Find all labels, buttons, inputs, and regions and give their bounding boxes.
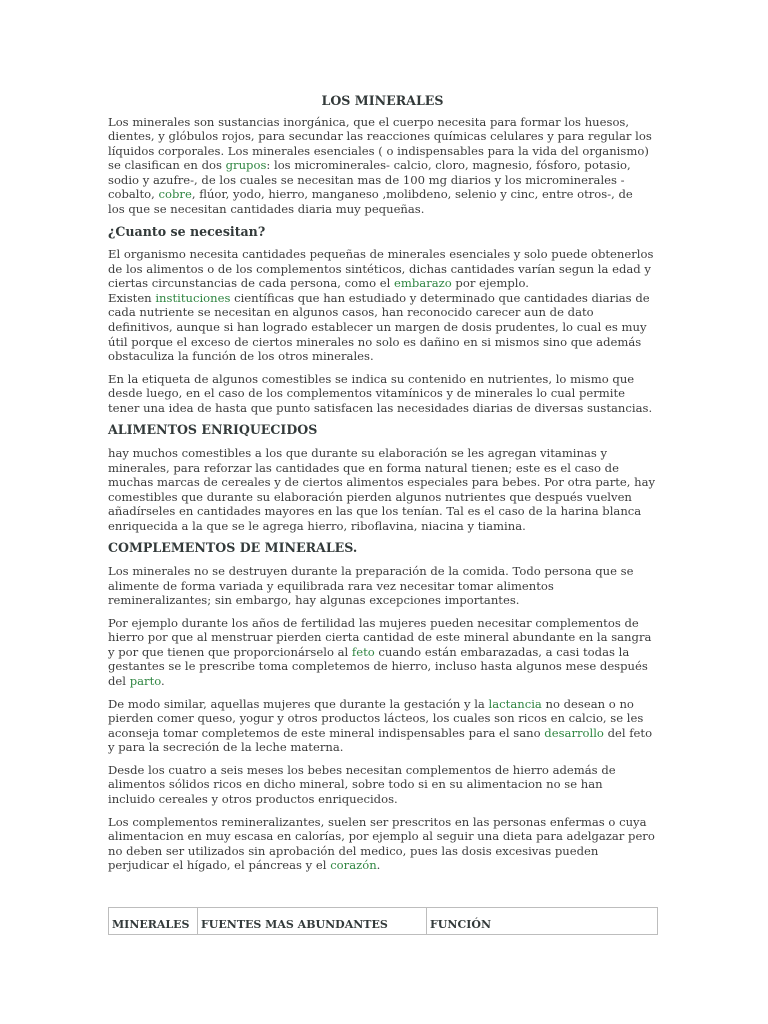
text-line [108,579,657,594]
text-segment: Existen [108,290,156,305]
text-line [108,115,657,130]
paragraph [108,616,657,689]
document-page [108,94,657,935]
table-header-fuentes: FUENTES MAS ABUNDANTES [198,907,427,934]
section-heading: COMPLEMENTOS DE MINERALES. [108,540,358,556]
text-segment: útil porque el exceso de ciertos minerales no solo es dañino en si mismos sino que además [108,334,642,349]
paragraph [108,247,657,363]
text-line [108,247,657,262]
link-grupos[interactable]: grupos [225,158,267,173]
text-segment: Los complementos remineralizantes, suelen ser prescritos en las personas enfermas o cuya [108,814,647,829]
table-header-minerales: MINERALES [109,907,198,934]
text-segment: incluido cereales y otros productos enriquecidos. [108,792,398,807]
text-line [108,815,657,830]
text-line [108,276,657,291]
text-line [108,490,657,505]
document-body [108,115,657,873]
text-segment: cuando están embarazadas, a casi todas la [374,644,630,659]
text-line [108,858,657,873]
text-line [108,844,657,859]
text-line [108,475,657,490]
text-line [108,173,657,188]
text-line [108,401,657,416]
text-segment: Los minerales son sustancias inorgánica, que el cuerpo necesita para formar los huesos, [108,114,630,129]
text-segment: Los minerales no se destruyen durante la preparación de la comida. Todo persona que se [108,564,634,579]
text-line [108,187,657,202]
text-line [108,697,657,712]
text-segment: por ejemplo. [451,276,529,291]
text-line [108,158,657,173]
section-heading: ¿Cuanto se necesitan? [108,223,266,239]
link-parto[interactable]: parto [129,674,161,689]
text-segment: De modo similar, aquellas mujeres que durante la gestación y la [108,696,489,711]
paragraph [108,372,657,416]
link-desarrollo[interactable]: desarrollo [544,725,604,740]
text-line [108,386,657,401]
text-segment: . [161,674,165,689]
text-segment: definitivos, aunque si han logrado establecer un margen de dosis prudentes, lo cual es muy [108,319,647,334]
text-line [108,674,657,689]
paragraph [108,763,657,807]
text-line [108,519,657,534]
text-line [108,446,657,461]
text-segment: gestantes se le prescribe toma completemos de hierro, incluso hasta algunos mese después [108,659,648,674]
table-header-funcion: FUNCIÓN [427,907,658,934]
text-line [108,740,657,755]
text-segment: cada nutriente se necesitan en algunos casos, han reconocido carecer aun de dato [108,305,594,320]
paragraph [108,815,657,873]
text-line [108,726,657,741]
text-segment: comestibles que durante su elaboración pierden algunos nutrientes que después vuelven [108,489,632,504]
text-line [108,564,657,579]
text-segment: de los alimentos o de los complementos sintéticos, dichas cantidades varían segun la edad y [108,261,651,276]
text-segment: sodio y azufre-, de los cuales se necesitan mas de 100 mg diarios y los microminerales - [108,172,625,187]
text-segment: científicas que han estudiado y determinado que cantidades diarias de [230,290,650,305]
text-segment: En la etiqueta de algunos comestibles se indica su contenido en nutrientes, lo mismo que [108,371,635,386]
text-segment: tener una idea de hasta que punto satisfacen las necesidades diarias de diversas sustancias. [108,400,653,415]
link-embarazo[interactable]: embarazo [394,276,452,291]
text-segment: aconseja tomar completemos de este mineral indispensables para el sano [108,725,545,740]
text-segment: líquidos corporales. Los minerales esenciales ( o indispensables para la vida del organismo) [108,143,649,158]
text-segment: no deben ser utilizados sin aprobación del medico, pues las dosis excesivas pueden [108,843,599,858]
text-segment: alimente de forma variada y equilibrada rara vez necesitar tomar alimentos [108,578,554,593]
text-line [108,616,657,631]
text-line [108,777,657,792]
link-lactancia[interactable]: lactancia [488,696,542,711]
text-line [108,829,657,844]
text-line [108,144,657,159]
text-segment: se clasifican en dos [108,158,226,173]
text-line [108,659,657,674]
text-segment: ciertas circunstancias de cada persona, como el [108,276,394,291]
text-segment: pierden comer queso, yogur y otros productos lácteos, los cuales son ricos en calcio, se les [108,711,644,726]
text-segment: enriquecida a la que se le agrega hierro, riboflavina, niacina y tiamina. [108,518,526,533]
page-title: LOS MINERALES [321,92,444,108]
text-line [108,262,657,277]
text-segment: del feto [603,725,653,740]
text-line [108,291,657,306]
text-segment: alimentos sólidos ricos en dicho mineral, sobre todo si en su alimentacion no se han [108,777,603,792]
text-segment: y para la secreción de la leche materna. [108,740,344,755]
text-line [108,645,657,660]
text-segment: no desean o no [541,696,634,711]
text-line [108,711,657,726]
link-corazon[interactable]: corazón [330,858,377,873]
paragraph [108,446,657,533]
text-line [108,461,657,476]
section-heading: ALIMENTOS ENRIQUECIDOS [108,422,318,438]
link-instituciones[interactable]: instituciones [155,290,231,305]
text-segment: : los microminerales- calcio, cloro, magnesio, fósforo, potasio, [266,158,631,173]
text-segment: El organismo necesita cantidades pequeñas de minerales esenciales y solo puede obtenerlos [108,247,654,262]
text-segment: desde luego, en el caso de los complementos vitamínicos y de minerales lo cual permite [108,386,626,401]
text-segment: Por ejemplo durante los años de fertilidad las mujeres pueden necesitar complementos de [108,615,639,630]
text-segment: añadírseles en cantidades mayores en las que los tenían. Tal es el caso de la harina blanca [108,504,642,519]
text-line [108,792,657,807]
text-segment: del [108,674,130,689]
text-segment: alimentacion en muy escasa en calorías, por ejemplo al seguir una dieta para adelgazar pero [108,829,655,844]
paragraph [108,115,657,217]
text-line [108,372,657,387]
text-line [108,763,657,778]
text-segment: Desde los cuatro a seis meses los bebes necesitan complementos de hierro además de [108,762,616,777]
text-line [108,349,657,364]
text-segment: remineralizantes; sin embargo, hay algunas excepciones importantes. [108,593,520,608]
text-line [108,504,657,519]
text-segment: y por que tienen que proporcionárselo al [108,644,352,659]
text-segment: cobalto, [108,187,159,202]
paragraph [108,697,657,755]
text-segment: obstaculiza la función de los otros minerales. [108,349,374,364]
text-line [108,305,657,320]
text-segment: . [376,858,381,873]
text-segment: dientes, y glóbulos rojos, para secundar las reacciones químicas celulares y para regular los [108,129,652,144]
text-line [108,593,657,608]
table-header-row [109,907,658,934]
text-line [108,630,657,645]
link-cobre[interactable]: cobre [158,187,192,202]
text-line [108,335,657,350]
text-segment: perjudicar el hígado, el páncreas y el [108,858,331,873]
paragraph [108,564,657,608]
link-feto[interactable]: feto [351,644,375,659]
minerals-table [108,907,658,935]
text-line [108,129,657,144]
text-segment: hay muchos comestibles a los que durante su elaboración se les agregan vitaminas y [108,446,608,461]
text-line [108,320,657,335]
text-segment: minerales, para reforzar las cantidades que en forma natural tienen; este es el caso de [108,460,619,475]
text-segment: muchas marcas de cereales y de ciertos alimentos especiales para bebes. Por otra parte, hay [108,475,656,490]
text-segment: , flúor, yodo, hierro, manganeso ,molibdeno, selenio y cinc, entre otros-, de [191,187,633,202]
text-line [108,202,657,217]
text-segment: los que se necesitan cantidades diaria muy pequeñas. [108,201,425,216]
text-segment: hierro por que al menstruar pierden cierta cantidad de este mineral abundante en la sangra [108,630,652,645]
